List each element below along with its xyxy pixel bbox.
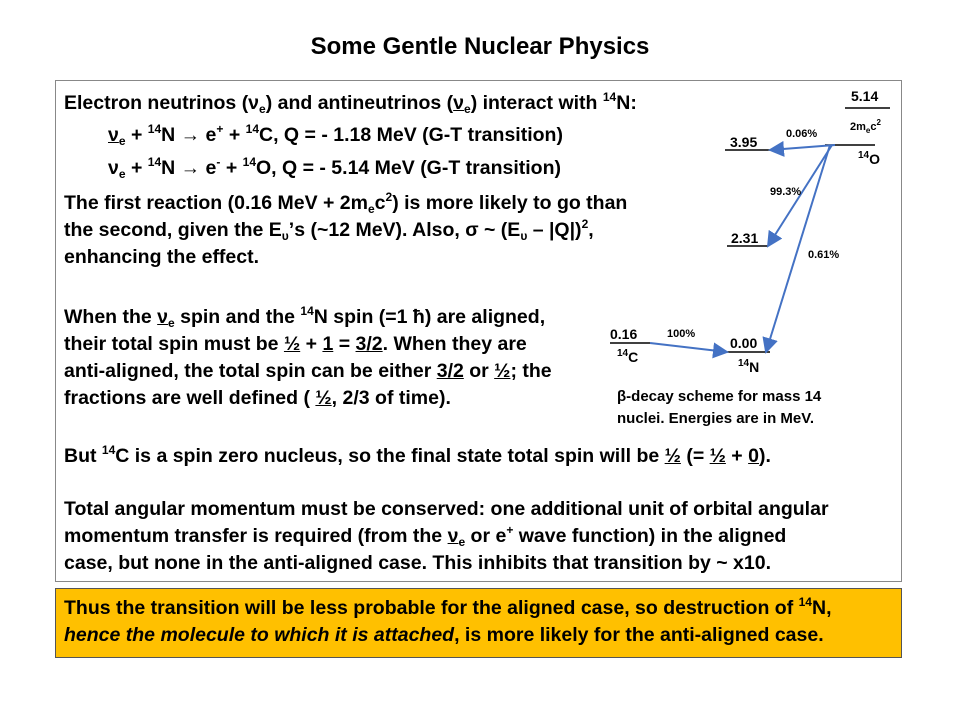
para1-line1: The first reaction (0.16 MeV + $2m_ec^2$) is more likely to go than	[64, 190, 628, 216]
label-c14: $^{14}$C	[617, 348, 639, 365]
page-title: Some Gentle Nuclear Physics	[310, 33, 650, 60]
label-branch-0-61: 0.61%	[808, 249, 840, 261]
para3: But $^{14}$C is a spin zero nucleus, so the final state total spin will be ½ (= ½ + 0).	[64, 443, 771, 467]
label-o14: $^{14}$O	[858, 150, 881, 167]
para1-line3: enhancing the effect.	[64, 246, 260, 268]
label-2-31: 2.31	[731, 230, 759, 246]
label-branch-100: 100%	[667, 328, 696, 340]
para2-line4: fractions are well defined ( ½, 2/3 of time).	[64, 387, 451, 409]
label-0-00: 0.00	[730, 335, 758, 351]
para2-line2: their total spin must be ½ + 1 = 3/2. When they are	[64, 333, 527, 355]
label-branch-0-06: 0.06%	[786, 128, 818, 140]
caption-line2: nuclei. Energies are in MeV.	[617, 410, 815, 427]
reaction-2: $\nu_e + ^{14}N \to e^- + ^{14}O$, Q = - 5.14 MeV (G-T transition)	[108, 155, 562, 181]
diagram-caption	[617, 386, 821, 430]
para4-line1: Total angular momentum must be conserved: one additional unit of orbital angular	[64, 498, 829, 520]
arrow-c14-to-n14	[650, 343, 727, 352]
caption-line1: β-decay scheme for mass 14	[617, 388, 822, 405]
para1-line2: the second, given the $E_\upsilon’s$ (~12 MeV). Also, σ ~ $(E_\upsilon - |Q|)^2$,	[64, 217, 594, 243]
para4-line3: case, but none in the anti-aligned case. This inhibits that transition by ~ x10.	[64, 552, 772, 574]
reaction-1: $\nu_e + ^{14}N \to e^+ + ^{14}C$, Q = - 1.18 MeV (G-T transition)	[108, 122, 563, 148]
conclusion-line1: Thus the transition will be less probable for the aligned case, so destruction of $^{14}$N,	[64, 595, 832, 619]
label-0-16: 0.16	[610, 326, 638, 342]
label-2mec2: $2m_ec^2$	[850, 118, 881, 135]
conclusion-line2: hence the molecule to which it is attached, is more likely for the anti-aligned case.	[64, 624, 824, 646]
para4-line2: momentum transfer is required (from the $\nu_e$ or e+ wave function) in the aligned	[64, 523, 787, 549]
intro-line: Electron neutrinos $(\nu_e)$ and antineutrinos $(\nu_e)$ interact with $^{14}$N:	[64, 90, 637, 116]
label-5-14: 5.14	[851, 88, 879, 104]
arrow-o14-to-395	[770, 145, 835, 150]
label-n14: $^{14}$N	[738, 358, 760, 375]
para2-line1: When the $\nu_e$ spin and the $^{14}$N spin (=1 ћ) are aligned,	[64, 304, 546, 330]
para2-line3: anti-aligned, the total spin can be either 3/2 or ½; the	[64, 360, 552, 382]
label-3-95: 3.95	[730, 134, 758, 150]
label-branch-99-3: 99.3%	[770, 186, 802, 198]
